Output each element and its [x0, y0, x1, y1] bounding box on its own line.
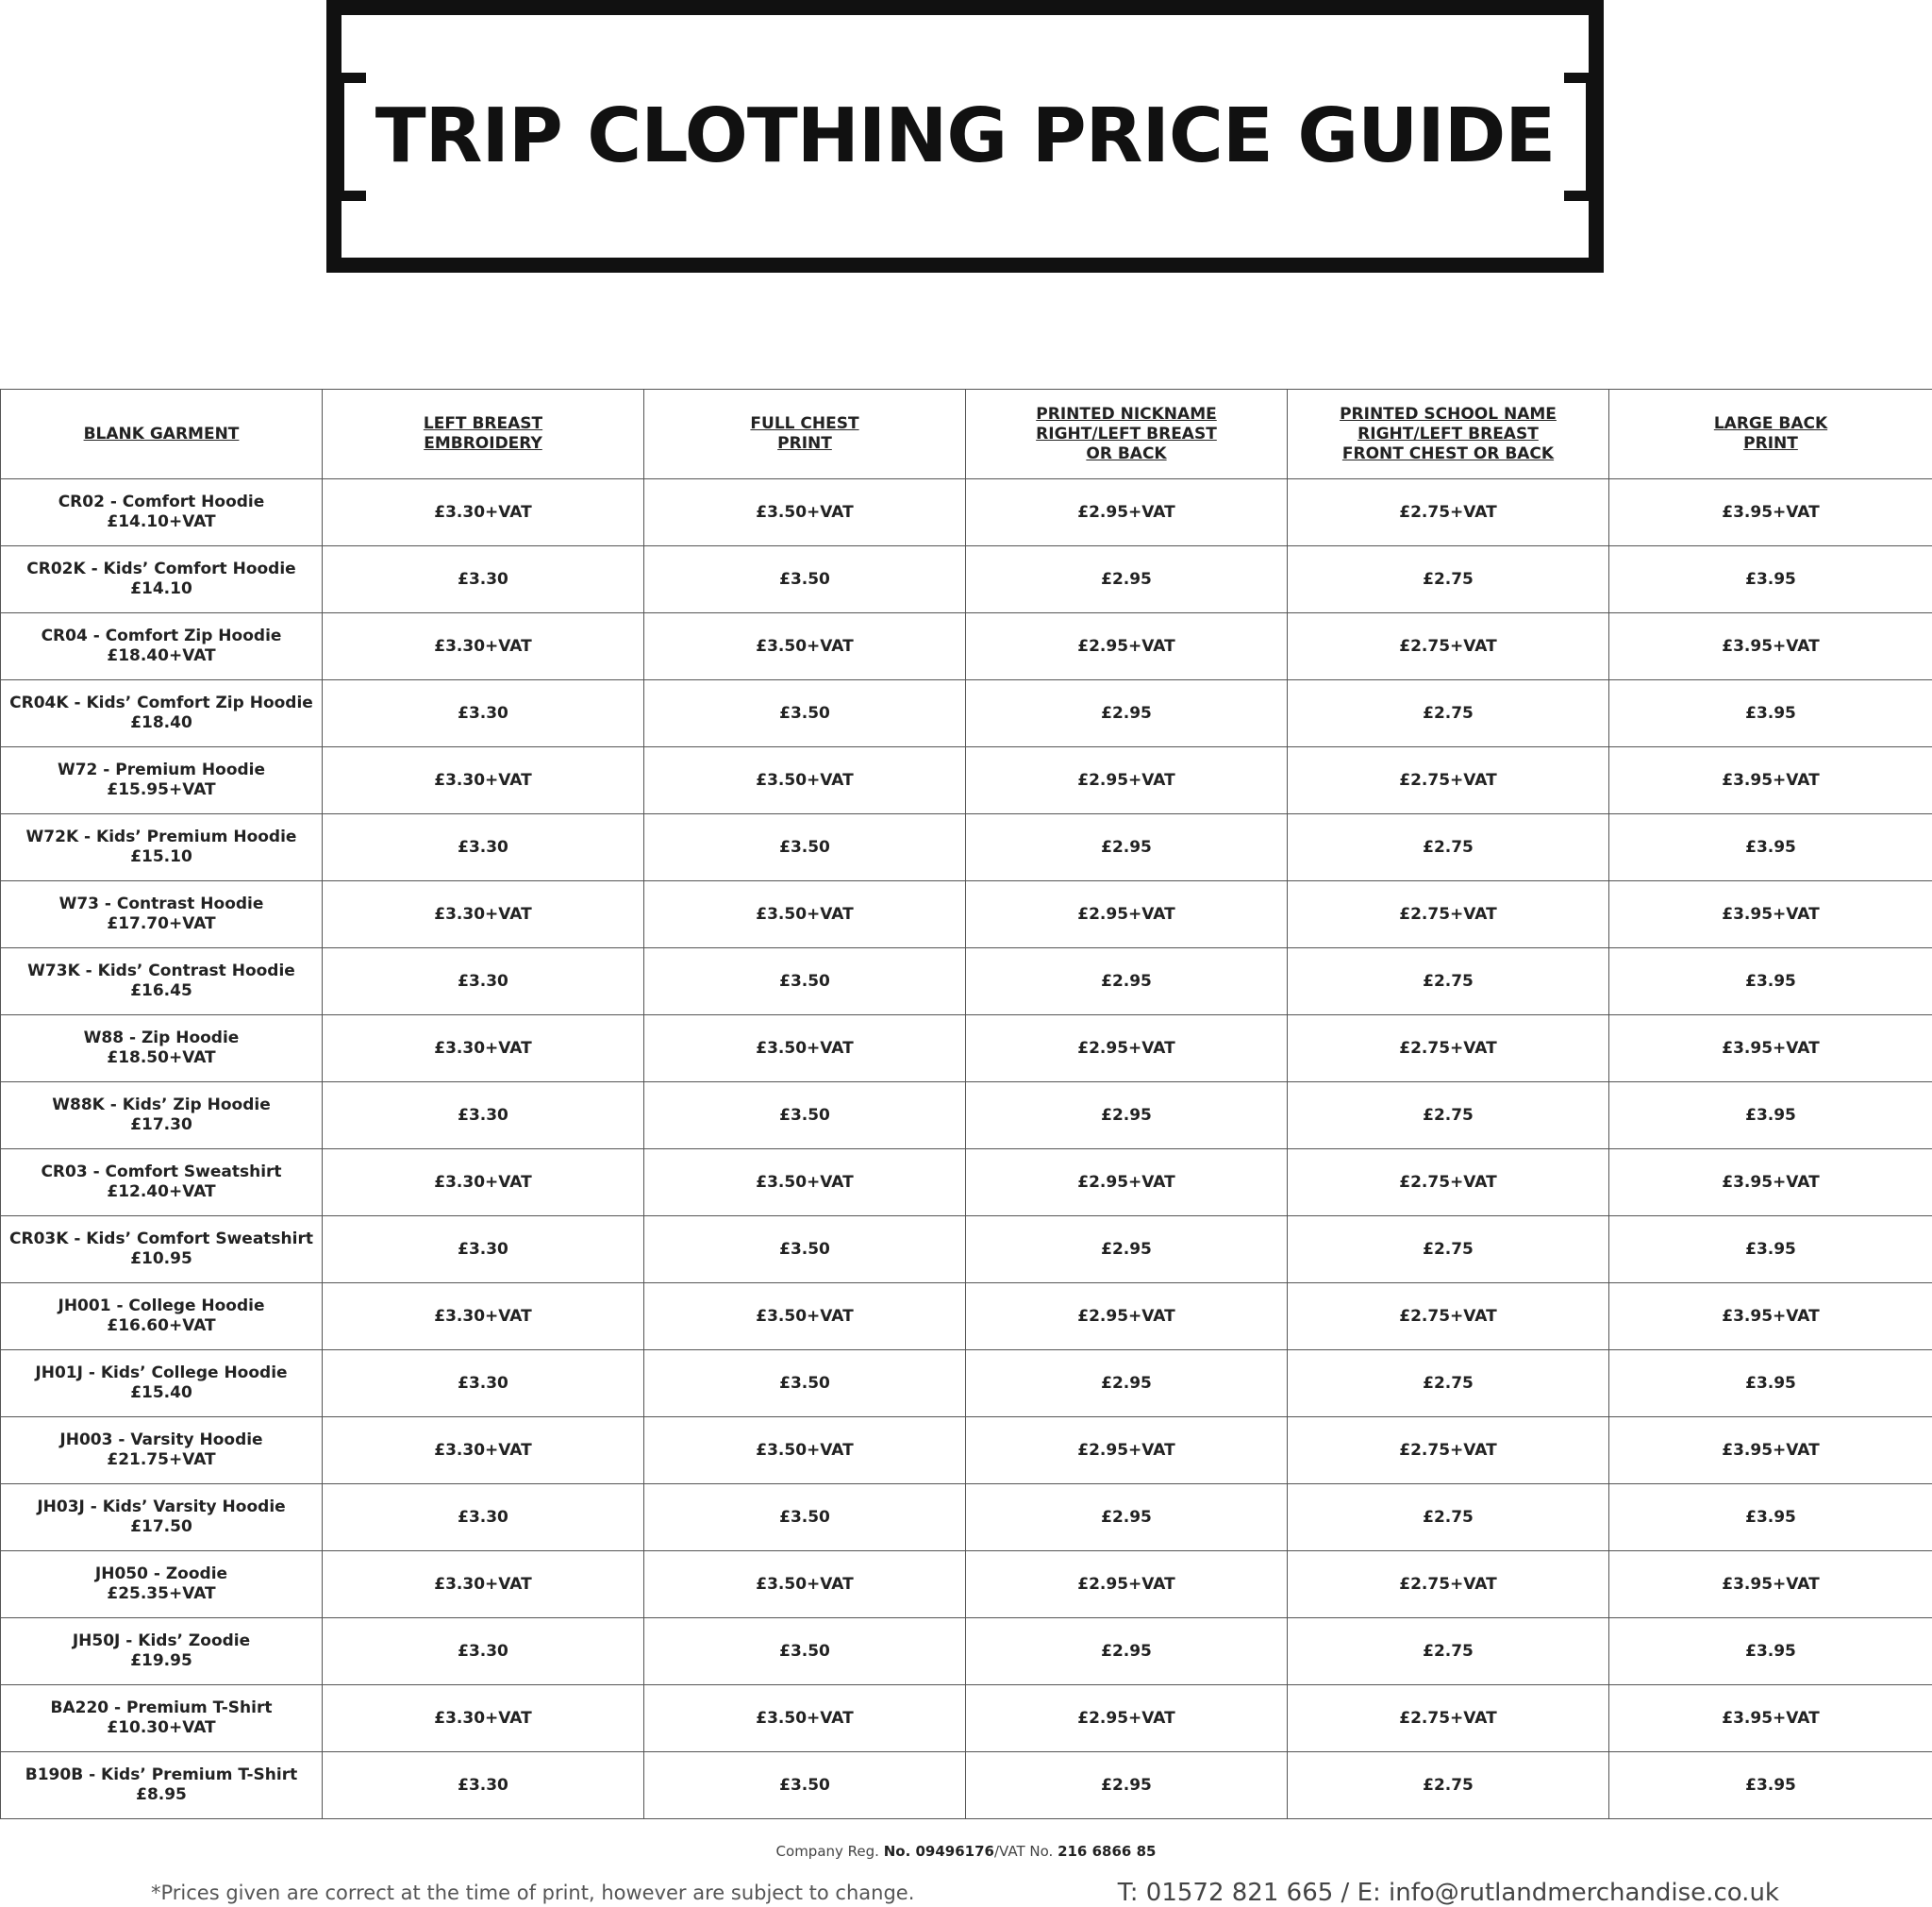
price-cell: £2.95 — [966, 948, 1288, 1015]
header-row — [1, 390, 1932, 479]
price-cell: £2.75+VAT — [1288, 1551, 1609, 1618]
price-cell: £2.95+VAT — [966, 479, 1288, 546]
column-header-line: FRONT CHEST OR BACK — [1291, 444, 1605, 464]
price-cell: £3.95+VAT — [1609, 613, 1932, 680]
vat-number: 216 6866 85 — [1058, 1843, 1156, 1860]
price-table-body — [1, 479, 1932, 1819]
garment-name: CR02K - Kids’ Comfort Hoodie — [5, 560, 318, 579]
garment-cell — [1, 814, 323, 881]
garment-price: £16.60+VAT — [5, 1316, 318, 1336]
price-cell: £3.95 — [1609, 1216, 1932, 1283]
price-cell: £3.50+VAT — [644, 1685, 966, 1752]
price-cell: £2.95+VAT — [966, 1551, 1288, 1618]
garment-cell — [1, 747, 323, 814]
price-cell: £3.95 — [1609, 948, 1932, 1015]
price-cell: £3.50+VAT — [644, 479, 966, 546]
price-cell: £2.75+VAT — [1288, 1283, 1609, 1350]
table-row — [1, 1618, 1932, 1685]
price-cell: £3.50 — [644, 1752, 966, 1819]
column-header-line: PRINTED NICKNAME — [970, 405, 1283, 425]
table-row — [1, 1417, 1932, 1484]
garment-name: JH003 - Varsity Hoodie — [5, 1430, 318, 1450]
table-row — [1, 1685, 1932, 1752]
column-header — [966, 390, 1288, 479]
price-cell: £3.95+VAT — [1609, 1551, 1932, 1618]
price-cell: £3.50 — [644, 948, 966, 1015]
price-cell: £3.30 — [323, 1618, 644, 1685]
garment-name: CR04 - Comfort Zip Hoodie — [5, 627, 318, 646]
garment-price: £21.75+VAT — [5, 1450, 318, 1470]
table-row — [1, 747, 1932, 814]
reg-number: 09496176 — [916, 1843, 995, 1860]
garment-cell — [1, 1618, 323, 1685]
garment-price: £25.35+VAT — [5, 1584, 318, 1604]
column-header — [1288, 390, 1609, 479]
price-cell: £3.95 — [1609, 1752, 1932, 1819]
table-row — [1, 1082, 1932, 1149]
price-cell: £3.30 — [323, 546, 644, 613]
garment-cell — [1, 1283, 323, 1350]
price-cell: £2.95+VAT — [966, 1283, 1288, 1350]
price-cell: £3.95+VAT — [1609, 1685, 1932, 1752]
garment-cell — [1, 1216, 323, 1283]
price-cell: £3.50+VAT — [644, 1417, 966, 1484]
garment-price: £10.30+VAT — [5, 1718, 318, 1738]
column-header-line: FULL CHEST — [648, 414, 961, 434]
column-header — [323, 390, 644, 479]
garment-cell — [1, 881, 323, 948]
price-cell: £3.30 — [323, 1216, 644, 1283]
garment-cell — [1, 1752, 323, 1819]
price-cell: £2.75 — [1288, 1082, 1609, 1149]
column-header-line: PRINTED SCHOOL NAME — [1291, 405, 1605, 425]
column-header-line: LEFT BREAST — [326, 414, 640, 434]
price-cell: £3.95 — [1609, 1082, 1932, 1149]
title-inner — [334, 73, 1597, 201]
price-cell: £3.50 — [644, 1618, 966, 1685]
garment-price: £8.95 — [5, 1785, 318, 1805]
table-row — [1, 881, 1932, 948]
table-row — [1, 613, 1932, 680]
price-cell: £3.50 — [644, 814, 966, 881]
table-row — [1, 948, 1932, 1015]
company-registration — [0, 1843, 1932, 1860]
garment-price: £15.40 — [5, 1383, 318, 1403]
price-cell: £2.95+VAT — [966, 1685, 1288, 1752]
price-cell: £3.30+VAT — [323, 881, 644, 948]
column-header — [1609, 390, 1932, 479]
garment-name: JH050 - Zoodie — [5, 1564, 318, 1584]
price-cell: £3.95+VAT — [1609, 1417, 1932, 1484]
price-cell: £3.50 — [644, 1350, 966, 1417]
table-row — [1, 1350, 1932, 1417]
price-cell: £3.30+VAT — [323, 479, 644, 546]
garment-name: W88 - Zip Hoodie — [5, 1029, 318, 1048]
garment-name: JH03J - Kids’ Varsity Hoodie — [5, 1497, 318, 1517]
price-cell: £3.95+VAT — [1609, 479, 1932, 546]
table-row — [1, 680, 1932, 747]
price-cell: £2.95 — [966, 1484, 1288, 1551]
garment-price: £17.70+VAT — [5, 914, 318, 934]
garment-cell — [1, 1685, 323, 1752]
garment-cell — [1, 546, 323, 613]
table-row — [1, 479, 1932, 546]
price-cell: £3.50 — [644, 680, 966, 747]
price-cell: £3.95+VAT — [1609, 747, 1932, 814]
garment-name: JH01J - Kids’ College Hoodie — [5, 1363, 318, 1383]
price-cell: £3.30 — [323, 1752, 644, 1819]
price-cell: £2.75 — [1288, 680, 1609, 747]
right-bracket-icon — [1564, 73, 1596, 201]
contact-details: T: 01572 821 665 / E: info@rutlandmerchandise.co.uk — [1118, 1879, 1779, 1907]
column-header-line: RIGHT/LEFT BREAST — [970, 425, 1283, 444]
price-cell: £3.30 — [323, 1350, 644, 1417]
column-header-line: RIGHT/LEFT BREAST — [1291, 425, 1605, 444]
garment-cell — [1, 1015, 323, 1082]
garment-price: £17.50 — [5, 1517, 318, 1537]
price-cell: £3.30+VAT — [323, 1685, 644, 1752]
garment-price: £15.10 — [5, 847, 318, 867]
garment-cell — [1, 1082, 323, 1149]
price-cell: £2.75+VAT — [1288, 479, 1609, 546]
title-banner — [326, 0, 1604, 273]
price-cell: £3.30 — [323, 1484, 644, 1551]
price-cell: £3.30 — [323, 948, 644, 1015]
price-cell: £3.30 — [323, 1082, 644, 1149]
price-cell: £3.50+VAT — [644, 1283, 966, 1350]
price-cell: £2.75+VAT — [1288, 613, 1609, 680]
price-cell: £2.95 — [966, 1350, 1288, 1417]
price-disclaimer: *Prices given are correct at the time of print, however are subject to change. — [151, 1882, 914, 1904]
price-cell: £2.95+VAT — [966, 1149, 1288, 1216]
price-cell: £3.30 — [323, 814, 644, 881]
price-cell: £3.95+VAT — [1609, 1015, 1932, 1082]
price-cell: £3.30+VAT — [323, 1149, 644, 1216]
garment-price: £10.95 — [5, 1249, 318, 1269]
price-cell: £2.95+VAT — [966, 1417, 1288, 1484]
table-row — [1, 1149, 1932, 1216]
garment-price: £18.40+VAT — [5, 646, 318, 666]
garment-price: £14.10+VAT — [5, 512, 318, 532]
garment-name: CR02 - Comfort Hoodie — [5, 493, 318, 512]
price-cell: £2.75+VAT — [1288, 1015, 1609, 1082]
price-cell: £2.75+VAT — [1288, 1685, 1609, 1752]
price-cell: £2.75 — [1288, 1484, 1609, 1551]
column-header — [1, 390, 323, 479]
table-row — [1, 1283, 1932, 1350]
garment-price: £14.10 — [5, 579, 318, 599]
garment-cell — [1, 479, 323, 546]
price-cell: £2.75+VAT — [1288, 747, 1609, 814]
reg-no-label: No. — [884, 1843, 916, 1860]
garment-name: CR03 - Comfort Sweatshirt — [5, 1163, 318, 1182]
price-cell: £2.75 — [1288, 814, 1609, 881]
price-cell: £3.50 — [644, 1082, 966, 1149]
price-cell: £3.95 — [1609, 546, 1932, 613]
garment-price: £17.30 — [5, 1115, 318, 1135]
column-header-line: BLANK GARMENT — [5, 425, 318, 444]
garment-name: W73K - Kids’ Contrast Hoodie — [5, 962, 318, 981]
price-cell: £3.50+VAT — [644, 881, 966, 948]
price-cell: £3.95 — [1609, 680, 1932, 747]
price-cell: £2.95+VAT — [966, 747, 1288, 814]
price-cell: £2.75 — [1288, 1752, 1609, 1819]
price-cell: £3.50+VAT — [644, 1551, 966, 1618]
garment-price: £12.40+VAT — [5, 1182, 318, 1202]
garment-name: W73 - Contrast Hoodie — [5, 895, 318, 914]
price-cell: £2.95 — [966, 680, 1288, 747]
vat-label: /VAT No. — [994, 1843, 1058, 1860]
garment-cell — [1, 1484, 323, 1551]
left-bracket-icon — [334, 73, 366, 201]
price-cell: £2.95 — [966, 1216, 1288, 1283]
price-cell: £2.95 — [966, 814, 1288, 881]
table-row — [1, 1216, 1932, 1283]
price-cell: £2.75 — [1288, 1350, 1609, 1417]
garment-cell — [1, 680, 323, 747]
price-table — [0, 389, 1932, 1819]
garment-cell — [1, 1551, 323, 1618]
column-header-line: EMBROIDERY — [326, 434, 640, 454]
garment-price: £18.50+VAT — [5, 1048, 318, 1068]
column-header-line: OR BACK — [970, 444, 1283, 464]
garment-cell — [1, 613, 323, 680]
price-cell: £3.95 — [1609, 814, 1932, 881]
price-cell: £3.50+VAT — [644, 1149, 966, 1216]
price-cell: £3.50+VAT — [644, 613, 966, 680]
price-cell: £3.50+VAT — [644, 747, 966, 814]
price-cell: £2.95 — [966, 1752, 1288, 1819]
price-cell: £2.75 — [1288, 546, 1609, 613]
column-header-line: PRINT — [648, 434, 961, 454]
garment-price: £19.95 — [5, 1651, 318, 1671]
price-cell: £3.30+VAT — [323, 1551, 644, 1618]
price-cell: £3.30 — [323, 680, 644, 747]
price-cell: £3.95 — [1609, 1484, 1932, 1551]
garment-name: W88K - Kids’ Zip Hoodie — [5, 1096, 318, 1115]
price-cell: £2.75+VAT — [1288, 1149, 1609, 1216]
garment-name: CR03K - Kids’ Comfort Sweatshirt — [5, 1230, 318, 1249]
price-cell: £3.95+VAT — [1609, 1283, 1932, 1350]
price-cell: £2.75+VAT — [1288, 881, 1609, 948]
price-cell: £3.95 — [1609, 1350, 1932, 1417]
price-cell: £3.30+VAT — [323, 1015, 644, 1082]
price-cell: £3.50 — [644, 546, 966, 613]
price-cell: £2.95+VAT — [966, 613, 1288, 680]
price-cell: £3.50 — [644, 1484, 966, 1551]
garment-name: BA220 - Premium T-Shirt — [5, 1698, 318, 1718]
garment-price: £16.45 — [5, 981, 318, 1001]
garment-cell — [1, 948, 323, 1015]
price-cell: £2.75 — [1288, 948, 1609, 1015]
table-row — [1, 546, 1932, 613]
column-header-line: PRINT — [1613, 434, 1928, 454]
price-cell: £2.95+VAT — [966, 881, 1288, 948]
garment-cell — [1, 1417, 323, 1484]
price-cell: £2.75 — [1288, 1216, 1609, 1283]
price-cell: £3.30+VAT — [323, 613, 644, 680]
garment-name: B190B - Kids’ Premium T-Shirt — [5, 1765, 318, 1785]
garment-name: W72K - Kids’ Premium Hoodie — [5, 828, 318, 847]
price-cell: £3.95 — [1609, 1618, 1932, 1685]
price-cell: £2.95+VAT — [966, 1015, 1288, 1082]
garment-cell — [1, 1350, 323, 1417]
price-cell: £2.95 — [966, 1618, 1288, 1685]
price-cell: £2.75 — [1288, 1618, 1609, 1685]
price-cell: £3.30+VAT — [323, 1283, 644, 1350]
garment-name: CR04K - Kids’ Comfort Zip Hoodie — [5, 694, 318, 713]
price-cell: £3.30+VAT — [323, 747, 644, 814]
price-cell: £2.95 — [966, 546, 1288, 613]
price-cell: £2.75+VAT — [1288, 1417, 1609, 1484]
table-row — [1, 1015, 1932, 1082]
price-cell: £3.30+VAT — [323, 1417, 644, 1484]
column-header-line: LARGE BACK — [1613, 414, 1928, 434]
price-cell: £3.50+VAT — [644, 1015, 966, 1082]
garment-price: £15.95+VAT — [5, 780, 318, 800]
garment-name: JH001 - College Hoodie — [5, 1296, 318, 1316]
reg-label: Company Reg. — [776, 1843, 884, 1860]
price-cell: £3.95+VAT — [1609, 881, 1932, 948]
price-table-header — [1, 390, 1932, 479]
table-row — [1, 1551, 1932, 1618]
column-header — [644, 390, 966, 479]
page-title: TRIP CLOTHING PRICE GUIDE — [372, 99, 1559, 174]
price-cell: £3.50 — [644, 1216, 966, 1283]
garment-price: £18.40 — [5, 713, 318, 733]
garment-name: JH50J - Kids’ Zoodie — [5, 1631, 318, 1651]
price-cell: £3.95+VAT — [1609, 1149, 1932, 1216]
garment-name: W72 - Premium Hoodie — [5, 761, 318, 780]
price-cell: £2.95 — [966, 1082, 1288, 1149]
table-row — [1, 1484, 1932, 1551]
table-row — [1, 1752, 1932, 1819]
garment-cell — [1, 1149, 323, 1216]
table-row — [1, 814, 1932, 881]
